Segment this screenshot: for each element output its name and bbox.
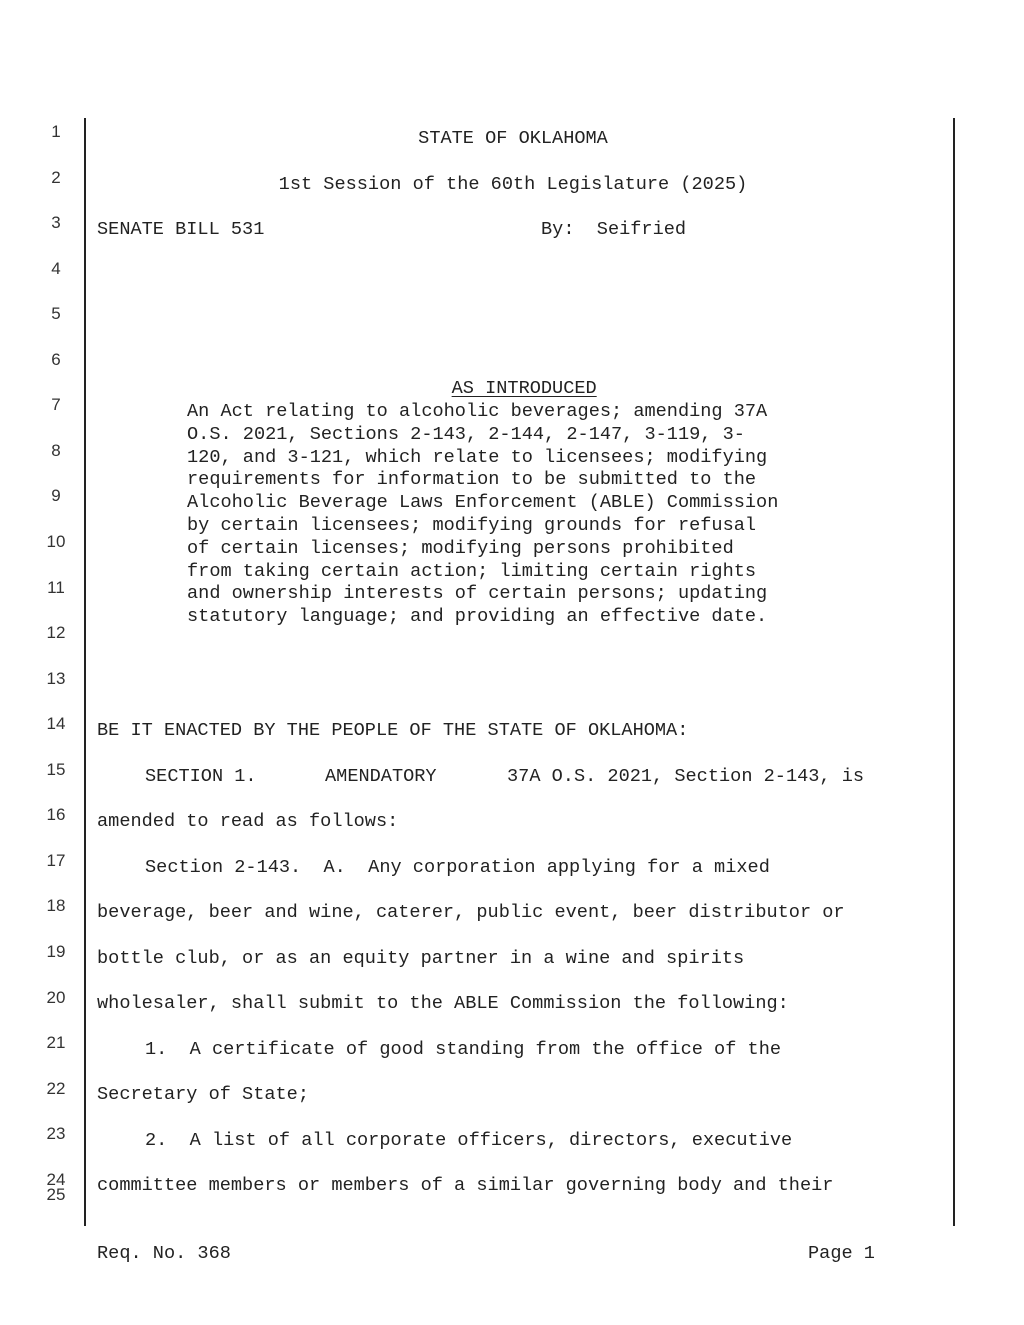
session-heading: 1st Session of the 60th Legislature (2025) [278, 174, 748, 195]
line-number: 2 [51, 168, 61, 187]
line-number-partial: 25 [46, 1185, 66, 1204]
state-heading: STATE OF OKLAHOMA [418, 128, 608, 149]
body-line: Section 2-143. A. Any corporation applying for a mixed [145, 857, 770, 878]
line-number: 1 [51, 122, 61, 141]
title-line: Alcoholic Beverage Laws Enforcement (ABLE) Commission [187, 492, 779, 514]
section-type: AMENDATORY [325, 766, 437, 787]
bill-author: By: Seifried [541, 219, 687, 240]
line-number: 3 [51, 213, 61, 232]
title-line: of certain licenses; modifying persons prohibited [187, 537, 734, 559]
line-number: 6 [51, 350, 61, 369]
body-line: wholesaler, shall submit to the ABLE Commission the following: [97, 993, 789, 1014]
line-number: 12 [46, 623, 66, 642]
line-number: 8 [51, 441, 61, 460]
body-line: bottle club, or as an equity partner in a wine and spirits [97, 948, 745, 969]
request-number: Req. No. 368 [97, 1243, 231, 1264]
title-line: O.S. 2021, Sections 2-143, 2-144, 2-147, 3-119, 3- [187, 423, 745, 445]
title-line: requirements for information to be submitted to the [187, 469, 757, 491]
left-margin-rule [84, 118, 86, 1226]
line-number: 15 [46, 760, 66, 779]
line-number: 17 [46, 851, 66, 870]
section-citation: 37A O.S. 2021, Section 2-143, is [507, 766, 865, 787]
title-line: by certain licensees; modifying grounds for refusal [187, 514, 757, 536]
title-line: and ownership interests of certain persons; updating [187, 583, 768, 605]
line-number: 5 [51, 304, 61, 323]
title-line: 120, and 3-121, which relate to licensees; modifying [187, 446, 768, 468]
line-number: 23 [46, 1124, 66, 1143]
line-number: 11 [47, 578, 65, 597]
line-number: 16 [46, 805, 66, 824]
line-number: 13 [46, 669, 66, 688]
title-line: from taking certain action; limiting certain rights [187, 560, 757, 582]
line-number: 14 [46, 714, 66, 733]
title-line: An Act relating to alcoholic beverages; amending 37A [187, 401, 768, 422]
line-number: 7 [51, 395, 61, 414]
body-line: committee members or members of a similar governing body and their [97, 1175, 834, 1196]
enacting-clause: BE IT ENACTED BY THE PEOPLE OF THE STATE OF OKLAHOMA: [97, 720, 689, 741]
bill-status-text: AS INTRODUCED [451, 378, 597, 399]
bill-title [187, 401, 847, 629]
line-number: 22 [46, 1079, 66, 1098]
line-number: 4 [51, 259, 61, 278]
line-number: 19 [46, 942, 66, 961]
body-line: Secretary of State; [97, 1084, 310, 1105]
bill-status [98, 356, 928, 400]
line-number: 9 [51, 486, 61, 505]
bill-number: SENATE BILL 531 [97, 219, 265, 240]
line-number: 20 [46, 988, 66, 1007]
page-number: Page 1 [808, 1243, 875, 1264]
body-line: 1. A certificate of good standing from the office of the [145, 1039, 782, 1060]
title-line: statutory language; and providing an effective date. [187, 606, 768, 628]
right-margin-rule [953, 118, 955, 1226]
line-number: 18 [46, 896, 66, 915]
section-continuation: amended to read as follows: [97, 811, 399, 832]
line-number: 24 [46, 1170, 66, 1189]
body-line: 2. A list of all corporate officers, directors, executive [145, 1130, 793, 1151]
section-label: SECTION 1. [145, 766, 257, 787]
body-line: beverage, beer and wine, caterer, public event, beer distributor or [97, 902, 845, 923]
line-number: 10 [46, 532, 66, 551]
line-number: 21 [46, 1033, 66, 1052]
